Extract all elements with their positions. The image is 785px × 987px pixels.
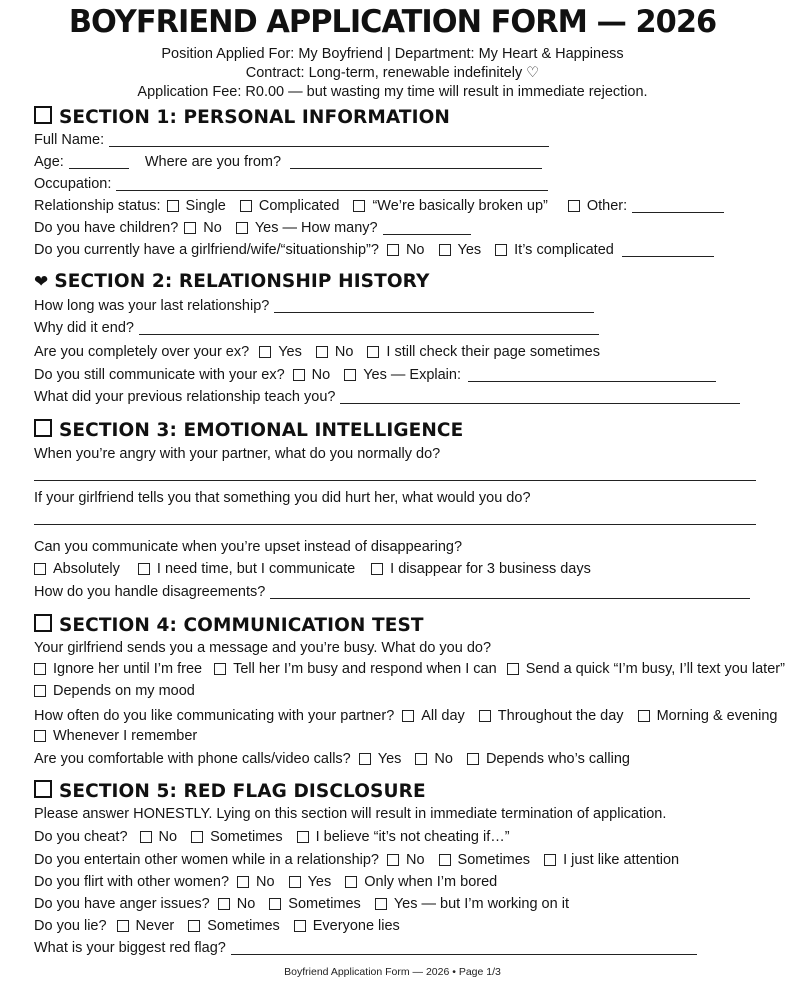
busy-options-row-2: [34, 681, 761, 701]
partner-no-option[interactable]: No: [387, 240, 425, 260]
often-label: How often do you like communicating with your partner?: [34, 708, 395, 724]
communicate-ex-yes-option[interactable]: Yes — Explain:: [344, 365, 461, 385]
flirt-no-option[interactable]: No: [237, 872, 275, 892]
hurt-row: [34, 488, 761, 508]
checkbox[interactable]: [140, 831, 152, 843]
checkbox[interactable]: [402, 710, 414, 722]
upset-need-time-option[interactable]: I need time, but I communicate: [138, 559, 355, 579]
relationship-status-row: [34, 196, 761, 216]
section1-heading: SECTION 1: PERSONAL INFORMATION: [34, 106, 450, 128]
checkbox[interactable]: [34, 685, 46, 697]
last-length-field[interactable]: [274, 297, 594, 313]
page-footer: Boyfriend Application Form — 2026 • Page 1/3: [284, 966, 501, 978]
red-flag-intro: [34, 804, 761, 824]
checkbox[interactable]: [371, 563, 383, 575]
calls-yes-option[interactable]: Yes: [359, 749, 402, 769]
checkbox[interactable]: [345, 876, 357, 888]
red-flag-field[interactable]: [231, 939, 697, 955]
checkbox[interactable]: [439, 854, 451, 866]
partner-field[interactable]: [622, 241, 714, 257]
upset-options-row: [34, 559, 761, 579]
angry-row: [34, 444, 761, 464]
anger-no-option[interactable]: No: [218, 894, 256, 914]
entertain-label: Do you entertain other women while in a relationship?: [34, 852, 379, 868]
upset-label: Can you communicate when you’re upset instead of disappearing?: [34, 539, 463, 555]
form-title: BOYFRIEND APPLICATION FORM — 2026: [68, 4, 717, 40]
checkbox[interactable]: [387, 244, 399, 256]
checkbox[interactable]: [34, 563, 46, 575]
checkbox-icon: [34, 106, 52, 124]
teach-row: [34, 387, 761, 407]
checkbox[interactable]: [297, 831, 309, 843]
lie-sometimes-option[interactable]: Sometimes: [188, 916, 280, 936]
entertain-attention-option[interactable]: I just like attention: [544, 850, 679, 870]
checkbox[interactable]: [138, 563, 150, 575]
flirt-bored-option[interactable]: Only when I’m bored: [345, 872, 497, 892]
checkbox[interactable]: [568, 200, 580, 212]
contract-line: Contract: Long-term, renewable indefinitely ♡: [245, 65, 540, 81]
over-ex-row: [34, 342, 761, 362]
checkbox-icon: [34, 614, 52, 632]
over-ex-label: Are you completely over your ex?: [34, 344, 250, 360]
checkbox[interactable]: [214, 663, 226, 675]
calls-no-option[interactable]: No: [415, 749, 453, 769]
often-all-day-option[interactable]: All day: [402, 706, 465, 726]
status-complicated-option[interactable]: Complicated: [240, 196, 340, 216]
often-row: [34, 706, 778, 726]
busy-options-row: [34, 659, 785, 679]
checkbox[interactable]: [544, 854, 556, 866]
checkbox[interactable]: [167, 200, 179, 212]
checkbox[interactable]: [367, 346, 379, 358]
busy-label: Your girlfriend sends you a message and you’re busy. What do you do?: [34, 640, 492, 656]
communicate-ex-no-option[interactable]: No: [293, 365, 331, 385]
busy-quick-option[interactable]: Send a quick “I’m busy, I’ll text you later”: [507, 659, 785, 679]
partner-label: Do you currently have a girlfriend/wife/“situationship”?: [34, 242, 379, 258]
checkbox[interactable]: [191, 831, 203, 843]
checkbox[interactable]: [184, 222, 196, 234]
often-morning-evening-option[interactable]: Morning & evening: [638, 706, 778, 726]
checkbox[interactable]: [237, 876, 249, 888]
checkbox[interactable]: [259, 346, 271, 358]
partner-complicated-option[interactable]: It’s complicated: [495, 240, 614, 260]
busy-mood-option[interactable]: Depends on my mood: [34, 681, 195, 701]
section4-heading: SECTION 4: COMMUNICATION TEST: [34, 614, 424, 636]
occupation-label: Occupation:: [34, 176, 112, 192]
children-count-field[interactable]: [383, 219, 471, 235]
entertain-no-option[interactable]: No: [387, 850, 425, 870]
lie-never-option[interactable]: Never: [117, 916, 175, 936]
full-name-row: [34, 130, 761, 150]
fee-line: Application Fee: R0.00 — but wasting my time will result in immediate rejection.: [137, 84, 648, 100]
children-row: [34, 218, 761, 238]
status-broken-up-option[interactable]: “We’re basically broken up”: [353, 196, 547, 216]
checkbox[interactable]: [236, 222, 248, 234]
over-ex-no-option[interactable]: No: [316, 342, 354, 362]
lie-row: [34, 916, 761, 936]
why-end-row: [34, 318, 761, 338]
status-other-option[interactable]: Other:: [568, 196, 627, 216]
hurt-label: If your girlfriend tells you that something you did hurt her, what would you do?: [34, 490, 531, 506]
full-name-field[interactable]: [109, 131, 549, 147]
teach-field[interactable]: [340, 388, 740, 404]
entertain-sometimes-option[interactable]: Sometimes: [439, 850, 531, 870]
busy-row: [34, 638, 761, 658]
last-length-row: [34, 296, 761, 316]
red-flag-label: What is your biggest red flag?: [34, 940, 226, 956]
busy-tell-option[interactable]: Tell her I’m busy and respond when I can: [214, 659, 497, 679]
age-field[interactable]: [69, 153, 129, 169]
red-flag-row: [34, 938, 761, 958]
heart-icon: ❤: [34, 272, 49, 292]
checkbox[interactable]: [387, 854, 399, 866]
checkbox[interactable]: [34, 730, 46, 742]
section5-heading: SECTION 5: RED FLAG DISCLOSURE: [34, 780, 426, 802]
angry-answer-field[interactable]: [34, 480, 756, 481]
flirt-yes-option[interactable]: Yes: [289, 872, 332, 892]
age-label: Age:: [34, 154, 64, 170]
children-yes-option[interactable]: Yes — How many?: [236, 218, 378, 238]
children-no-option[interactable]: No: [184, 218, 222, 238]
checkbox[interactable]: [34, 663, 46, 675]
where-from-field[interactable]: [290, 153, 542, 169]
checkbox[interactable]: [353, 200, 365, 212]
over-ex-yes-option[interactable]: Yes: [259, 342, 302, 362]
often-whenever-option[interactable]: Whenever I remember: [34, 726, 197, 746]
checkbox-icon: [34, 419, 52, 437]
cheat-no-option[interactable]: No: [140, 827, 178, 847]
disagree-row: [34, 582, 761, 602]
relationship-status-label: Relationship status:: [34, 198, 161, 214]
checkbox[interactable]: [293, 369, 305, 381]
where-from-label: Where are you from?: [144, 154, 282, 170]
often-throughout-option[interactable]: Throughout the day: [479, 706, 624, 726]
flirt-row: [34, 872, 761, 892]
checkbox[interactable]: [359, 753, 371, 765]
checkbox-icon: [34, 780, 52, 798]
cheat-label: Do you cheat?: [34, 829, 128, 845]
checkbox[interactable]: [117, 920, 129, 932]
flirt-label: Do you flirt with other women?: [34, 874, 230, 890]
upset-absolutely-option[interactable]: Absolutely: [34, 559, 120, 579]
partner-row: [34, 240, 761, 260]
last-length-label: How long was your last relationship?: [34, 298, 270, 314]
section3-heading: SECTION 3: EMOTIONAL INTELLIGENCE: [34, 419, 463, 441]
busy-ignore-option[interactable]: Ignore her until I’m free: [34, 659, 202, 679]
calls-depends-option[interactable]: Depends who’s calling: [467, 749, 630, 769]
checkbox[interactable]: [269, 898, 281, 910]
full-name-label: Full Name:: [34, 132, 105, 148]
checkbox[interactable]: [218, 898, 230, 910]
anger-label: Do you have anger issues?: [34, 896, 210, 912]
often-row-2: [34, 726, 761, 746]
over-ex-check-page-option[interactable]: I still check their page sometimes: [367, 342, 600, 362]
lie-everyone-option[interactable]: Everyone lies: [294, 916, 400, 936]
checkbox[interactable]: [188, 920, 200, 932]
checkbox[interactable]: [294, 920, 306, 932]
children-label: Do you have children?: [34, 220, 179, 236]
checkbox[interactable]: [467, 753, 479, 765]
anger-sometimes-option[interactable]: Sometimes: [269, 894, 361, 914]
partner-yes-option[interactable]: Yes: [439, 240, 482, 260]
cheat-not-cheating-option[interactable]: I believe “it’s not cheating if…”: [297, 827, 510, 847]
checkbox[interactable]: [638, 710, 650, 722]
checkbox[interactable]: [344, 369, 356, 381]
checkbox[interactable]: [495, 244, 507, 256]
occupation-field[interactable]: [116, 175, 548, 191]
communicate-ex-field[interactable]: [468, 366, 716, 382]
entertain-row: [34, 850, 761, 870]
checkbox[interactable]: [375, 898, 387, 910]
occupation-row: [34, 174, 761, 194]
cheat-row: [34, 827, 761, 847]
red-flag-intro-text: Please answer HONESTLY. Lying on this section will result in immediate termination of application.: [34, 806, 667, 822]
calls-row: [34, 749, 761, 769]
checkbox[interactable]: [507, 663, 519, 675]
disagree-field[interactable]: [270, 583, 750, 599]
angry-label: When you’re angry with your partner, what do you normally do?: [34, 446, 441, 462]
checkbox[interactable]: [289, 876, 301, 888]
cheat-sometimes-option[interactable]: Sometimes: [191, 827, 283, 847]
upset-row: [34, 537, 761, 557]
checkbox[interactable]: [316, 346, 328, 358]
teach-label: What did your previous relationship teach you?: [34, 389, 336, 405]
checkbox[interactable]: [479, 710, 491, 722]
communicate-ex-label: Do you still communicate with your ex?: [34, 367, 285, 383]
status-other-field[interactable]: [632, 197, 724, 213]
checkbox[interactable]: [415, 753, 427, 765]
lie-label: Do you lie?: [34, 918, 107, 934]
why-end-label: Why did it end?: [34, 320, 134, 336]
checkbox[interactable]: [439, 244, 451, 256]
status-single-option[interactable]: Single: [167, 196, 226, 216]
upset-disappear-option[interactable]: I disappear for 3 business days: [371, 559, 591, 579]
section2-heading: ❤ SECTION 2: RELATIONSHIP HISTORY: [34, 271, 430, 292]
anger-row: [34, 894, 761, 914]
age-row: [34, 152, 761, 172]
anger-working-option[interactable]: Yes — but I’m working on it: [375, 894, 569, 914]
checkbox[interactable]: [240, 200, 252, 212]
calls-label: Are you comfortable with phone calls/video calls?: [34, 751, 351, 767]
communicate-ex-row: [34, 365, 761, 385]
disagree-label: How do you handle disagreements?: [34, 584, 266, 600]
why-end-field[interactable]: [139, 319, 599, 335]
hurt-answer-field[interactable]: [34, 524, 756, 525]
position-line: Position Applied For: My Boyfriend | Department: My Heart & Happiness: [161, 46, 624, 62]
